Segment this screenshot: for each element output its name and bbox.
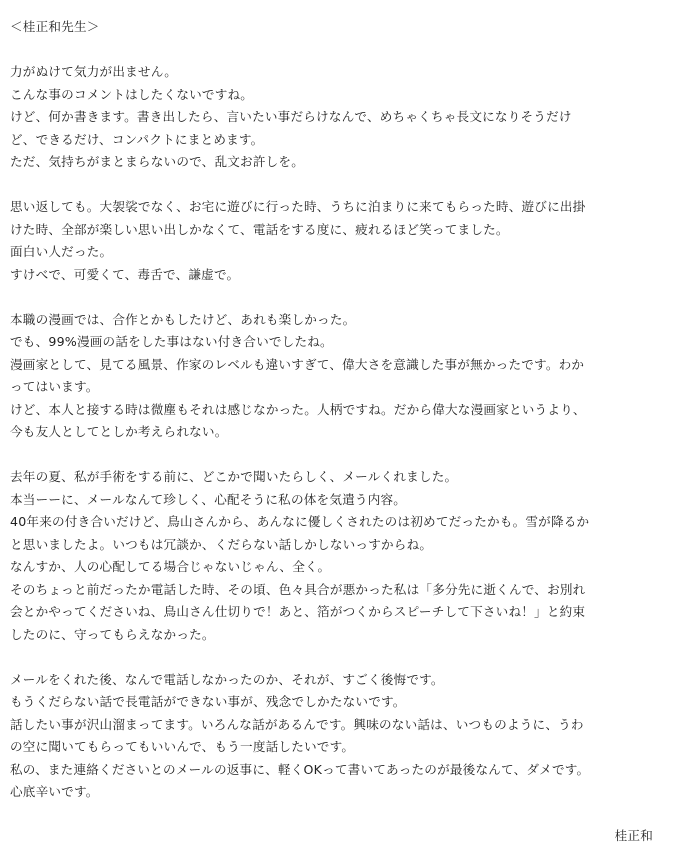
- text-line: なんすか、人の心配してる場合じゃないじゃん、全く。: [10, 559, 331, 574]
- document-body: [10, 16, 670, 804]
- text-line: 会とかやってくださいね、鳥山さん仕切りで！あと、箔がつくからスピーチして下さいね！」と約束: [10, 604, 586, 619]
- text-line: 本職の漫画では、合作とかもしたけど、あれも楽しかった。: [10, 311, 356, 327]
- paragraph-spacer: [10, 286, 670, 309]
- text-line: 面白い人だった。: [10, 244, 113, 259]
- text-line: けど、何か書きます。書き出したら、言いたい事だらけなんで、めちゃくちゃ長文になりそうだけ: [10, 109, 572, 124]
- text-line: 今も友人としてとしか考えられない。: [10, 424, 228, 439]
- text-line: けた時、全部が楽しい思い出しかなくて、電話をする度に、疲れるほど笑ってました。: [10, 221, 509, 237]
- text-line: 40年来の付き合いだけど、鳥山さんから、あんなに優しくされたのは初めてだったかも。雪が降るか: [10, 514, 590, 529]
- paragraph-spacer: [10, 646, 670, 669]
- paragraph-spacer: [10, 39, 670, 62]
- text-line: メールをくれた後、なんで電話しなかったのか、それが、すごく後悔です。: [10, 671, 444, 687]
- text-line: ってはいます。: [10, 379, 99, 394]
- text-line: 話したい事が沢山溜まってます。いろんな話があるんです。興味のない話は、いつものように、うわ: [10, 716, 584, 732]
- text-line: けど、本人と接する時は微塵もそれは感じなかった。人柄ですね。だから偉大な漫画家というより、: [10, 401, 586, 417]
- text-line: こんな事のコメントはしたくないですね。: [10, 86, 254, 102]
- text-line: ただ、気持ちがまとまらないので、乱文お許しを。: [10, 154, 305, 169]
- text-line: の空に聞いてもらってもいいんで、もう一度話したいです。: [10, 739, 355, 754]
- text-line: もうくだらない話で長電話ができない事が、残念でしかたないです。: [10, 694, 406, 709]
- text-line: 思い返しても。大袈裟でなく、お宅に遊びに行った時、うちに泊まりに来てもらった時、遊びに出掛: [10, 199, 586, 214]
- text-line: すけべで、可愛くて、毒舌で、謙虚で。: [10, 266, 240, 282]
- paragraph-5: [10, 669, 670, 804]
- text-line: そのちょっと前だったか電話した時、その頃、色々具合が悪かった私は「多分先に逝くんで、お別れ: [10, 581, 586, 597]
- document-heading: ＜桂正和先生＞: [10, 19, 100, 34]
- paragraph-1: [10, 61, 670, 174]
- text-line: ど、できるだけ、コンパクトにまとめます。: [10, 131, 264, 147]
- paragraph-3: [10, 309, 670, 444]
- paragraph-4: [10, 466, 670, 646]
- text-line: 漫画家として、見てる風景、作家のレベルも違いすぎて、偉大さを意識した事が無かったです。わか: [10, 356, 585, 372]
- paragraph-spacer: [10, 174, 670, 197]
- text-line: 去年の夏、私が手術をする前に、どこかで聞いたらしく、メールくれました。: [10, 469, 458, 484]
- signature: 桂正和: [614, 828, 653, 843]
- text-line: 力がぬけて気力が出ません。: [10, 64, 178, 79]
- text-line: と思いましたよ。いつもは冗談か、くだらない話しかしないっすからね。: [10, 536, 433, 552]
- text-line: したのに、守ってもらえなかった。: [10, 626, 215, 642]
- text-line: 本当ーーに、メールなんて珍しく、心配そうに私の体を気遣う内容。: [10, 491, 407, 507]
- paragraph-spacer: [10, 444, 670, 467]
- text-line: 私の、また連絡くださいとのメールの返事に、軽くOKって書いてあったのが最後なんて、ダメです。: [10, 761, 590, 777]
- paragraph-2: [10, 196, 670, 286]
- text-line: 心底辛いです。: [10, 784, 99, 799]
- text-line: でも、99%漫画の話をした事はない付き合いでしたね。: [10, 334, 333, 349]
